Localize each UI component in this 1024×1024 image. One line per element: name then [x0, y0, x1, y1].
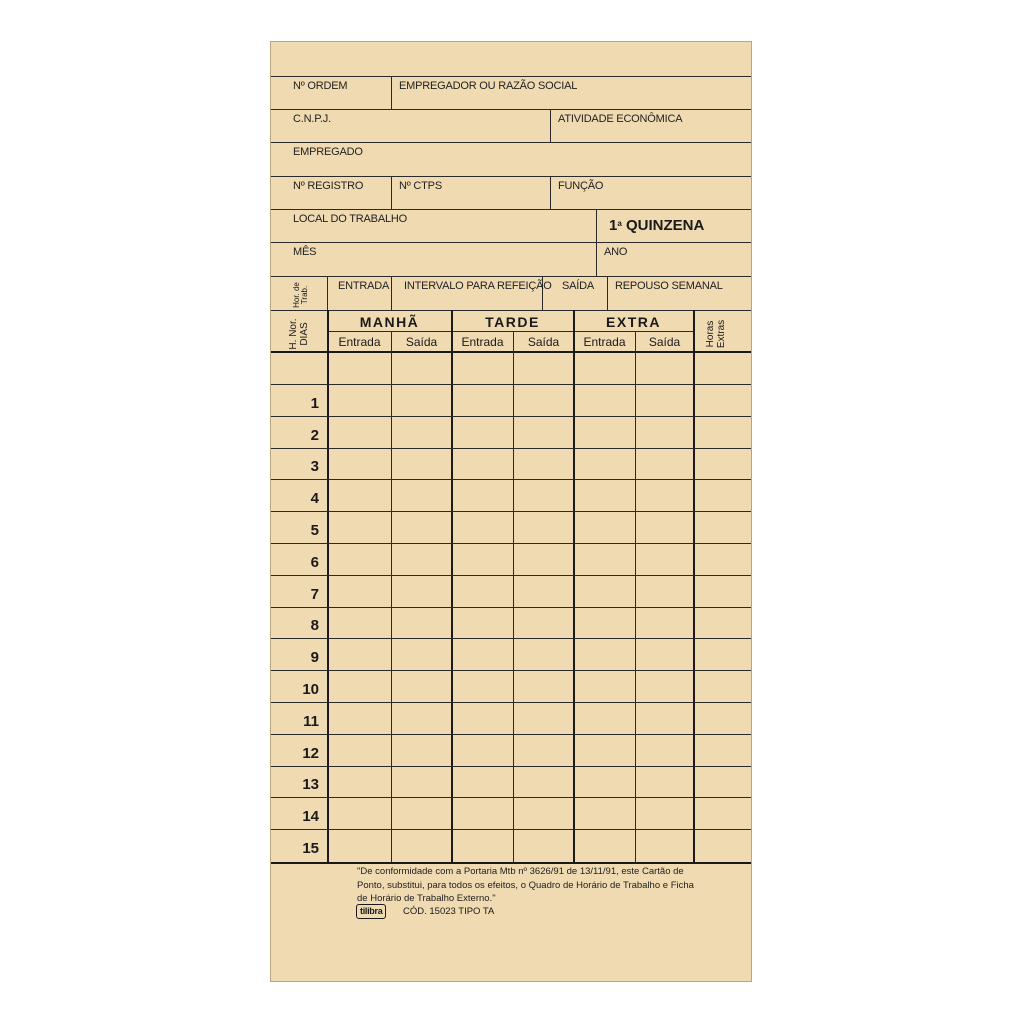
cnpj-label: C.N.P.J.	[293, 113, 331, 125]
day-number: 6	[310, 553, 319, 571]
empregador-label: EMPREGADOR OU RAZÃO SOCIAL	[399, 80, 578, 92]
atividade-label: ATIVIDADE ECONÔMICA	[558, 113, 683, 125]
group-manha: MANHÃ	[359, 314, 420, 330]
day-number: 8	[310, 617, 319, 635]
day-number: 7	[310, 585, 319, 603]
day-number: 9	[310, 649, 319, 667]
day-number: 12	[302, 744, 319, 762]
repouso-label: REPOUSO SEMANAL	[615, 280, 723, 292]
quinzena-number: 1	[609, 217, 618, 234]
ano-label: ANO	[604, 246, 628, 258]
sub-manha-entrada: Entrada	[338, 335, 381, 349]
row-divider	[271, 670, 751, 671]
day-number: 2	[310, 426, 319, 444]
day-number: 11	[303, 712, 319, 730]
tilibra-logo: tilibra	[356, 904, 386, 919]
sub-manha-saida: Saída	[405, 335, 438, 349]
sub-extra-saida: Saída	[648, 335, 681, 349]
group-tarde: TARDE	[485, 314, 540, 330]
n-ctps-label: Nº CTPS	[399, 180, 442, 192]
h-nor-dias-label: H. Nor. DIAS	[288, 318, 310, 350]
day-number: 3	[310, 458, 319, 476]
entrada-label: ENTRADA	[338, 280, 390, 292]
row-divider	[271, 607, 751, 608]
quinzena-ordinal: a	[617, 219, 622, 228]
time-card	[270, 41, 752, 982]
sub-extra-entrada: Entrada	[583, 335, 626, 349]
row-divider	[271, 766, 751, 767]
quinzena-text: QUINZENA	[625, 217, 705, 234]
row-divider	[271, 416, 751, 417]
row-divider	[271, 511, 751, 512]
row-divider	[271, 734, 751, 735]
n-ordem-label: Nº ORDEM	[293, 80, 348, 92]
funcao-label: FUNÇÃO	[558, 180, 604, 192]
row-divider	[271, 543, 751, 544]
horas-extras-label: Horas Extras	[705, 319, 727, 349]
empregado-label: EMPREGADO	[293, 146, 363, 158]
row-divider	[271, 638, 751, 639]
day-number: 1	[310, 394, 319, 412]
row-divider	[271, 829, 751, 830]
n-registro-label: Nº REGISTRO	[293, 180, 364, 192]
day-number: 15	[302, 840, 319, 857]
row-divider	[271, 479, 751, 480]
day-number: 13	[302, 776, 319, 794]
row-divider	[271, 797, 751, 798]
row-divider	[271, 384, 751, 385]
day-number: 5	[310, 522, 319, 539]
sub-tarde-saida: Saída	[527, 335, 560, 349]
product-code: CÓD. 15023 TIPO TA	[403, 906, 495, 917]
day-number: 14	[302, 808, 319, 826]
portaria-note: "De conformidade com a Portaria Mtb nº 3626/91 de 13/11/91, este Cartão de Ponto, substitui, para todos os efeitos, o Quadro de Horário de Trabalho e Ficha de Horário de Trabalho Externo."	[357, 866, 694, 904]
row-divider	[271, 448, 751, 449]
row-divider	[271, 702, 751, 703]
local-trabalho-label: LOCAL DO TRABALHO	[293, 213, 407, 225]
hor-trab-label: Hor. de Trab.	[292, 282, 309, 308]
day-number: 4	[310, 490, 319, 508]
mes-label: MÊS	[293, 246, 317, 258]
intervalo-label: INTERVALO PARA REFEIÇÃO	[404, 280, 552, 292]
group-extra: EXTRA	[606, 314, 661, 330]
quinzena-title	[609, 217, 704, 234]
row-divider	[271, 575, 751, 576]
sub-tarde-entrada: Entrada	[461, 335, 504, 349]
day-number: 10	[302, 681, 319, 698]
saida-label: SAÍDA	[562, 280, 595, 292]
